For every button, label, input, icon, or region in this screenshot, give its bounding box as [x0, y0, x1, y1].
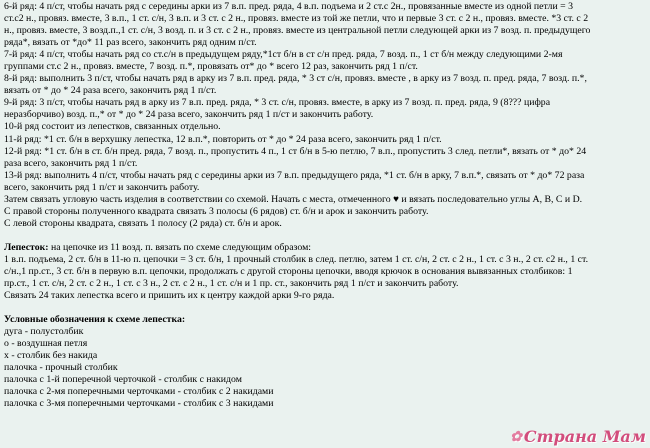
- text-line: ст.с2 н., провяз. вместе, 3 в.п., 1 ст. с/н, 3 в.п. и 3 ст. с 2 н., провяз. вместе из той же петли, что и первые 3 ст. с 2 н., провяз. вместе. *3 ст. с 2: [4, 13, 589, 25]
- text-line: всего, закончить ряд 1 п/ст и закончить работу.: [4, 181, 200, 193]
- site-watermark: [510, 428, 646, 446]
- text-line: с/н.,1 пр.ст., 3 ст. б/н в первую в.п. цепочки, продолжать с другой стороны цепочки, вводя крючок в основания вывязанных столбиков: 1: [4, 265, 573, 277]
- legend-section: [4, 314, 648, 410]
- text-line: 13-й ряд: выполнить 4 п/ст, чтобы начать ряд с середины арки из 7 в.п. предыдущего ряда, *1 ст. б/н в арку, 7 в.п.*, связать от * до* 72 раза: [4, 169, 585, 181]
- text-line: С левой стороны квадрата, связать 1 полосу (2 ряда) ст. б/н и арок.: [4, 217, 282, 229]
- petal-heading: Лепесток:: [4, 241, 49, 253]
- document-page: [4, 1, 648, 411]
- legend-item: о - воздушная петля: [4, 338, 88, 350]
- text-line: 11-й ряд: *1 ст. б/н в верхушку лепестка, 12 в.п.*, повторить от * до * 24 раза всего, закончить ряд 1 п/ст.: [4, 133, 442, 145]
- petal-intro-line: [4, 242, 648, 254]
- text-line: группами ст.с 2 н., провяз. вместе, 7 возд. п.*, провязать от* до * всего 12 раз, закончить ряд 1 п/ст.: [4, 61, 418, 73]
- text-line: 9-й ряд: 3 п/ст, чтобы начать ряд в арку из 7 в.п. пред. ряда, * 3 ст. с/н, провяз. вместе, в арку из 7 возд. п. пред. ряда, 9 (8??? цифра: [4, 97, 551, 109]
- text-line: вязать от * до * 24 раза всего, закончить ряд 1 п/ст.: [4, 85, 217, 97]
- legend-item: дуга - полустолбик: [4, 326, 84, 338]
- text-line: 10-й ряд состоит из лепестков, связанных отдельно.: [4, 121, 221, 133]
- legend-item: палочка с 2-мя поперечными черточками - столбик с 2 накидами: [4, 386, 274, 398]
- text-line: ряда*, вязать от *до* 11 раз всего, закончить ряд одним п/ст.: [4, 37, 257, 49]
- text-line: 1 в.п. подъема, 2 ст. б/н в 11-ю п. цепочки = 3 ст. б/н, 1 прочный столбик в след. петлю, затем 1 ст. с/н, 2 ст. с 2 н., 1 ст. с 3 н., 2 ст. с2 н., 1 ст.: [4, 253, 589, 265]
- text-line: пр.ст., 1 ст. с/н, 2 ст. с 2 н., 1 ст. с 3 н., 2 ст. с 2 н., 1 ст. с/н и 1 пр. ст., закончить ряд 1 п/ст и закончить работу.: [4, 278, 459, 290]
- text-line: неразборчиво) возд. п.,* от * до * 24 раза всего, закончить ряд 1 п/ст и закончить работу.: [4, 109, 374, 121]
- text-line: Затем связать угловую часть изделия в соответствии со схемой. Начать с места, отмеченного ♥ и вязать последовательно углы A, B, C и D.: [4, 193, 583, 205]
- text-line: 6-й ряд: 4 п/ст, чтобы начать ряд с середины арки из 7 в.п. пред. ряда, 4 в.п. подъема и 2 ст.с 2н., провязанные вместе из одной петли = 3: [4, 1, 574, 12]
- watermark-text: Страна Мам: [523, 427, 646, 446]
- legend-item: палочка с 3-мя поперечными черточками - столбик с 3 накидами: [4, 398, 274, 410]
- legend-heading-text: Условные обозначения к схеме лепестка:: [4, 314, 186, 326]
- legend-item: палочка - прочный столбик: [4, 362, 118, 374]
- text-line: 7-й ряд: 4 п/ст, чтобы начать ряд со ст.с/н в предыдущем ряду,*1ст б/н в ст с/н пред. ряда, 7 возд. п., 1 ст б/н между следующими 2-мя: [4, 49, 563, 61]
- legend-item: x - столбик без накида: [4, 350, 98, 362]
- petal-section: [4, 242, 648, 302]
- petal-intro: на цепочке из 11 возд. п. вязать по схеме следующим образом:: [48, 241, 312, 253]
- text-line: 8-й ряд: выполнить 3 п/ст, чтобы начать ряд в арку из 7 в.п. пред. ряда, * 3 ст с/н, провяз. вместе , в арку из 7 возд. п. пред. ряда, 7 возд. п.*,: [4, 73, 587, 85]
- text-line: раза всего, закончить ряд 1 п/ст.: [4, 157, 138, 169]
- legend-heading: [4, 314, 648, 326]
- legend-item: палочка с 1-й поперечной черточкой - столбик с накидом: [4, 374, 242, 386]
- rows-instructions: [4, 1, 648, 230]
- text-line: С правой стороны полученного квадрата связать 3 полосы (6 рядов) ст. б/н и арок и закончить работу.: [4, 205, 429, 217]
- star-icon: ✿: [510, 429, 522, 445]
- text-line: Связать 24 таких лепестка всего и пришить их к центру каждой арки 9-го ряда.: [4, 290, 335, 302]
- text-line: н., провяз. вместе, 3 возд.п.,1 ст. с/н, 3 возд. п. и 3 ст. с 2 н., провяз. вместе из центральной петли следующей арки из 7 возд. п. предыдущего: [4, 25, 591, 37]
- text-line: 12-й ряд: *1 ст. б/н в ст. б/н пред. ряда, 7 возд. п., пропустить 4 п., 1 ст б/н в 5-ю петлю, 7 в.п., пропустить 3 след. петли*, вязать от * до* 24: [4, 145, 587, 157]
